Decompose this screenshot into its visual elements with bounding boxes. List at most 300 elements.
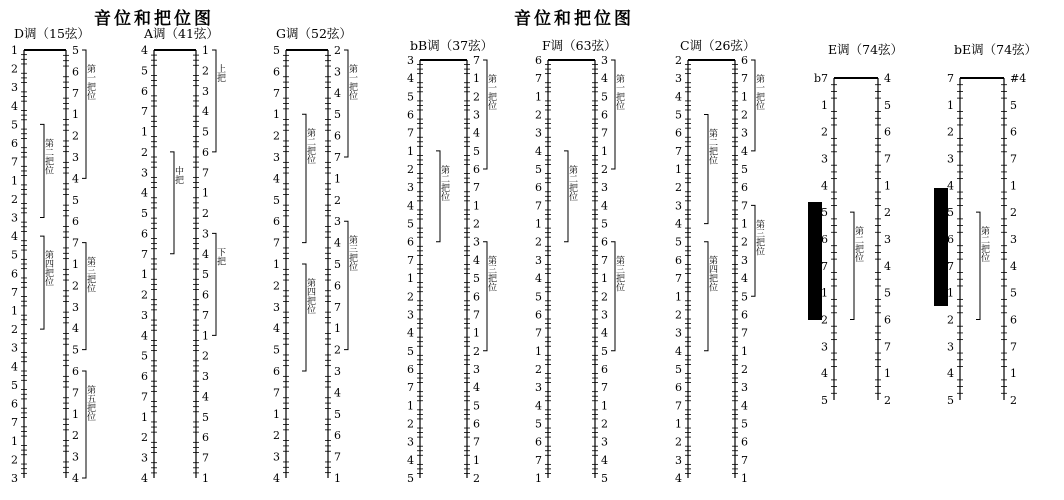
inner-note: 5: [273, 193, 280, 207]
inner-note: 7: [675, 399, 682, 413]
outer-note: 3: [72, 151, 79, 164]
outer-note: 6: [601, 362, 608, 376]
outer-note: 3: [72, 300, 79, 314]
position-label: 第三把位: [85, 256, 95, 293]
inner-note: 4: [273, 472, 280, 485]
outer-note: 7: [601, 253, 608, 267]
inner-note: 3: [407, 308, 414, 322]
inner-note: 4: [535, 399, 542, 413]
outer-note: 1: [601, 272, 608, 286]
outer-note: 6: [884, 313, 891, 327]
inner-note: 1: [11, 434, 18, 448]
key-label: bB调（37弦）: [410, 38, 494, 53]
inner-note: 3: [141, 166, 148, 180]
inner-note: 3: [675, 72, 682, 86]
inner-note: 6: [535, 181, 542, 195]
inner-note: 1: [407, 272, 414, 286]
outer-note: 5: [1010, 98, 1017, 112]
position-label: 第三把位: [614, 255, 624, 292]
inner-note: 3: [947, 340, 954, 354]
inner-note: 2: [821, 313, 828, 327]
outer-note: 4: [473, 381, 480, 395]
inner-note: 4: [11, 99, 18, 113]
outer-note: 4: [884, 72, 891, 85]
outer-note: 2: [72, 129, 79, 143]
inner-note: 6: [675, 126, 682, 140]
outer-note: 6: [202, 145, 209, 159]
outer-note: 5: [334, 108, 341, 122]
outer-note: 2: [473, 217, 480, 231]
position-label: 第一把位: [85, 64, 95, 100]
inner-note: 6: [11, 397, 18, 411]
outer-note: 6: [601, 108, 608, 122]
position-label: 下把: [215, 247, 225, 266]
outer-note: 3: [601, 54, 608, 67]
inner-note: 7: [407, 253, 414, 267]
inner-note: 5: [535, 290, 542, 304]
inner-note: 6: [535, 308, 542, 322]
inner-note: 2: [141, 431, 148, 445]
outer-note: 3: [473, 235, 480, 249]
key-panel: [270, 24, 370, 500]
inner-note: 3: [821, 152, 828, 166]
outer-note: 5: [473, 399, 480, 413]
inner-note: 7: [821, 259, 828, 273]
inner-note: 2: [141, 288, 148, 302]
outer-note: 5: [473, 144, 480, 158]
outer-note: 2: [334, 44, 341, 57]
outer-note: 3: [202, 370, 209, 384]
outer-note: 4: [884, 259, 891, 273]
inner-note: 5: [407, 472, 414, 485]
fingerboard: [813, 24, 922, 500]
inner-note: 6: [273, 65, 280, 79]
key-panel: [672, 24, 780, 500]
outer-note: 4: [601, 453, 608, 467]
outer-note: 6: [1010, 125, 1017, 139]
inner-note: 6: [273, 365, 280, 378]
outer-note: 7: [1010, 152, 1017, 166]
inner-note: 6: [947, 233, 954, 246]
outer-note: 4: [601, 326, 608, 340]
outer-note: 5: [601, 217, 608, 231]
outer-note: 7: [741, 72, 748, 86]
inner-note: 3: [273, 450, 280, 464]
outer-note: 2: [473, 344, 480, 358]
outer-note: 5: [601, 90, 608, 104]
outer-note: 3: [334, 215, 341, 229]
inner-note: 3: [11, 472, 18, 485]
inner-note: 5: [675, 362, 682, 376]
inner-note: 3: [141, 308, 148, 322]
outer-note: 5: [72, 343, 79, 357]
outer-note: 1: [72, 258, 79, 271]
position-label: 第二把位: [439, 164, 449, 201]
outer-note: 4: [601, 72, 608, 86]
outer-note: 7: [473, 54, 480, 67]
inner-note: 6: [141, 227, 148, 241]
inner-note: 1: [821, 286, 828, 300]
outer-note: 7: [884, 152, 891, 166]
inner-note: 3: [11, 81, 18, 95]
outer-note: 3: [473, 362, 480, 376]
outer-note: 4: [72, 472, 79, 485]
inner-note: 4: [675, 472, 682, 485]
outer-note: 1: [884, 367, 891, 381]
inner-note: 2: [11, 453, 18, 467]
outer-note: 3: [741, 126, 748, 140]
outer-note: 2: [884, 394, 891, 407]
outer-note: 7: [72, 86, 79, 100]
position-label: 第二把位: [853, 226, 863, 263]
inner-note: 1: [273, 258, 280, 271]
inner-note: 1: [675, 163, 682, 177]
outer-note: 1: [202, 44, 209, 57]
outer-note: 4: [473, 253, 480, 267]
outer-note: 2: [884, 206, 891, 220]
inner-note: 4: [407, 72, 414, 86]
inner-note: 6: [407, 108, 414, 122]
outer-note: 1: [334, 172, 341, 186]
outer-note: 6: [473, 163, 480, 177]
outer-note: 7: [473, 435, 480, 449]
outer-note: 3: [601, 308, 608, 322]
inner-note: 4: [141, 186, 148, 200]
inner-note: 4: [407, 453, 414, 467]
inner-note: 2: [407, 163, 414, 177]
inner-note: 7: [273, 86, 280, 100]
inner-note: 5: [273, 44, 280, 57]
outer-note: 5: [884, 286, 891, 300]
inner-note: 6: [407, 235, 414, 249]
key-label: G调（52弦）: [276, 26, 352, 41]
position-label: 中把: [173, 165, 183, 184]
outer-note: 4: [202, 390, 209, 404]
inner-note: 7: [273, 236, 280, 250]
outer-note: 7: [202, 308, 209, 322]
outer-note: 6: [1010, 313, 1017, 327]
outer-note: 3: [473, 108, 480, 122]
outer-note: 4: [202, 247, 209, 261]
outer-note: 1: [473, 326, 480, 340]
outer-note: 4: [202, 105, 209, 119]
inner-note: 2: [11, 62, 18, 76]
outer-note: 2: [741, 235, 748, 249]
outer-note: 7: [741, 199, 748, 213]
title-left: 音位和把位图: [94, 9, 214, 29]
position-label: 第三把位: [486, 255, 496, 292]
outer-note: 7: [473, 308, 480, 322]
inner-note: 4: [821, 179, 828, 193]
outer-note: 5: [473, 272, 480, 286]
title-right: 音位和把位图: [514, 9, 634, 29]
inner-note: 5: [11, 378, 18, 392]
outer-note: 1: [741, 472, 748, 485]
outer-note: 2: [601, 163, 608, 177]
outer-note: 6: [334, 129, 341, 143]
outer-note: 6: [72, 65, 79, 79]
outer-note: 3: [202, 227, 209, 241]
outer-note: 2: [334, 193, 341, 207]
outer-note: 6: [473, 290, 480, 304]
inner-note: 4: [11, 230, 18, 244]
inner-note: 1: [141, 268, 148, 282]
outer-note: 1: [334, 322, 341, 336]
position-label: 第一把位: [754, 74, 764, 110]
inner-note: 2: [947, 313, 954, 327]
outer-note: #4: [1010, 72, 1027, 85]
outer-note: 7: [741, 326, 748, 340]
outer-note: 5: [72, 193, 79, 207]
inner-note: 7: [273, 386, 280, 400]
inner-note: 5: [407, 344, 414, 358]
inner-note: 2: [675, 54, 682, 67]
position-label: 第四把位: [707, 255, 717, 292]
inner-note: 5: [535, 163, 542, 177]
inner-note: 5: [273, 343, 280, 357]
inner-note: 2: [11, 192, 18, 206]
position-label: 第三把位: [347, 235, 357, 272]
outer-note: 1: [473, 453, 480, 467]
outer-note: 1: [72, 407, 79, 421]
inner-note: 3: [273, 151, 280, 164]
inner-note: 6: [675, 381, 682, 395]
outer-note: 1: [1010, 179, 1017, 193]
outer-note: 6: [741, 181, 748, 195]
inner-note: 6: [821, 233, 828, 246]
outer-note: 5: [202, 410, 209, 424]
outer-note: 3: [202, 84, 209, 98]
outer-note: 3: [741, 253, 748, 267]
inner-note: 4: [535, 272, 542, 286]
outer-note: 3: [884, 233, 891, 246]
position-label: 第五把位: [85, 385, 95, 421]
position-label: 第二把位: [567, 164, 577, 201]
inner-note: 5: [675, 235, 682, 249]
inner-note: 5: [535, 417, 542, 431]
outer-note: 3: [334, 365, 341, 378]
inner-note: 2: [535, 362, 542, 376]
outer-note: 4: [741, 272, 748, 286]
inner-note: 7: [407, 381, 414, 395]
position-label: 第四把位: [43, 250, 53, 287]
inner-note: 2: [273, 279, 280, 293]
outer-note: 3: [334, 65, 341, 79]
inner-note: b7: [813, 72, 828, 85]
outer-note: 1: [202, 329, 209, 343]
inner-note: 3: [535, 381, 542, 395]
inner-note: 5: [407, 90, 414, 104]
key-label: C调（26弦）: [680, 38, 756, 53]
outer-note: 6: [473, 417, 480, 431]
position-label: 第二把位: [305, 128, 315, 165]
inner-note: 4: [535, 144, 542, 158]
inner-note: 4: [273, 322, 280, 336]
inner-note: 2: [407, 417, 414, 431]
inner-note: 4: [675, 217, 682, 231]
outer-note: 2: [473, 472, 480, 485]
position-label: 第三把位: [754, 219, 764, 256]
key-panel: [813, 24, 922, 500]
fingerboard: [404, 24, 512, 500]
fingerboard: [138, 24, 238, 500]
key-label: E调（74弦）: [828, 42, 904, 57]
outer-note: 4: [72, 172, 79, 186]
inner-note: 2: [947, 125, 954, 139]
inner-note: 2: [141, 145, 148, 159]
outer-note: 1: [202, 186, 209, 200]
outer-note: 6: [741, 308, 748, 322]
inner-note: 4: [947, 367, 954, 381]
inner-note: 4: [141, 472, 148, 485]
inner-note: 6: [141, 370, 148, 384]
key-panel: [404, 24, 512, 500]
outer-note: 7: [884, 340, 891, 354]
inner-note: 3: [273, 300, 280, 314]
position-label: 第二把位: [707, 128, 717, 165]
outer-note: 5: [741, 163, 748, 177]
inner-note: 1: [535, 472, 542, 485]
position-label: 第一把位: [486, 74, 496, 110]
outer-note: 3: [741, 381, 748, 395]
inner-note: 3: [407, 435, 414, 449]
inner-note: 4: [675, 344, 682, 358]
outer-note: 1: [741, 217, 748, 231]
outer-note: 6: [601, 235, 608, 249]
outer-note: 4: [1010, 259, 1017, 273]
outer-note: 4: [741, 399, 748, 413]
outer-note: 5: [1010, 286, 1017, 300]
outer-note: 5: [884, 98, 891, 112]
outer-note: 4: [473, 126, 480, 140]
inner-note: 6: [11, 137, 18, 151]
outer-note: 2: [741, 362, 748, 376]
outer-note: 1: [741, 90, 748, 104]
inner-note: 3: [675, 326, 682, 340]
outer-note: 6: [202, 431, 209, 445]
outer-note: 4: [334, 386, 341, 400]
key-label: F调（63弦）: [542, 38, 617, 53]
inner-note: 3: [675, 199, 682, 213]
outer-note: 5: [741, 290, 748, 304]
outer-note: 3: [1010, 233, 1017, 246]
inner-note: 5: [407, 217, 414, 231]
outer-note: 7: [601, 126, 608, 140]
inner-note: 7: [141, 247, 148, 261]
outer-note: 2: [601, 290, 608, 304]
outer-note: 7: [1010, 340, 1017, 354]
outer-note: 7: [72, 386, 79, 400]
outer-note: 2: [1010, 394, 1017, 407]
inner-note: 3: [947, 152, 954, 166]
inner-note: 4: [11, 360, 18, 374]
inner-note: 1: [11, 174, 18, 188]
outer-note: 6: [72, 365, 79, 378]
inner-note: 6: [535, 435, 542, 449]
outer-note: 5: [202, 268, 209, 282]
inner-note: 4: [947, 179, 954, 193]
outer-note: 7: [334, 450, 341, 464]
outer-note: 6: [334, 429, 341, 443]
fingerboard: [532, 24, 640, 500]
inner-note: 3: [11, 341, 18, 355]
outer-note: 1: [1010, 367, 1017, 381]
position-label: 第二把位: [43, 138, 53, 175]
inner-note: 7: [11, 285, 18, 299]
outer-note: 7: [334, 300, 341, 314]
inner-note: 2: [535, 235, 542, 249]
inner-note: 1: [947, 98, 954, 112]
inner-note: 3: [535, 126, 542, 140]
outer-note: 3: [601, 181, 608, 195]
key-label: A调（41弦）: [144, 26, 219, 41]
outer-note: 4: [601, 199, 608, 213]
inner-note: 7: [11, 155, 18, 169]
inner-note: 4: [407, 326, 414, 340]
outer-note: 5: [741, 417, 748, 431]
inner-note: 2: [273, 129, 280, 143]
inner-note: 1: [407, 399, 414, 413]
inner-note: 6: [273, 215, 280, 229]
outer-note: 5: [334, 407, 341, 421]
outer-note: 6: [72, 215, 79, 229]
inner-note: 7: [535, 72, 542, 86]
outer-note: 6: [202, 288, 209, 302]
inner-note: 2: [821, 125, 828, 139]
inner-note: 1: [535, 217, 542, 231]
outer-note: 4: [741, 144, 748, 158]
inner-note: 7: [675, 272, 682, 286]
inner-note: 3: [821, 340, 828, 354]
key-panel: [944, 24, 1048, 500]
inner-note: 5: [11, 248, 18, 262]
outer-note: 2: [202, 349, 209, 363]
inner-note: 1: [675, 417, 682, 431]
fingerboard: [270, 24, 370, 500]
inner-note: 1: [11, 304, 18, 318]
outer-note: 1: [473, 72, 480, 86]
outer-note: 7: [741, 453, 748, 467]
position-label: 第四把位: [305, 278, 315, 314]
outer-note: 3: [601, 435, 608, 449]
outer-note: 3: [72, 450, 79, 464]
inner-note: 3: [407, 54, 414, 67]
inner-note: 5: [11, 118, 18, 132]
inner-note: 4: [273, 172, 280, 186]
outer-note: 5: [601, 472, 608, 485]
outer-note: 4: [72, 322, 79, 336]
inner-note: 7: [675, 144, 682, 158]
outer-note: 5: [202, 125, 209, 139]
inner-note: 1: [273, 407, 280, 421]
inner-note: 1: [11, 44, 18, 57]
inner-note: 7: [407, 126, 414, 140]
inner-note: 1: [535, 344, 542, 358]
key-panel: [8, 24, 108, 500]
outer-note: 7: [202, 451, 209, 465]
key-label: bE调（74弦）: [954, 42, 1038, 57]
inner-note: 5: [141, 207, 148, 221]
inner-note: 7: [947, 72, 954, 85]
outer-note: 6: [741, 435, 748, 449]
inner-note: 2: [273, 429, 280, 443]
outer-note: 1: [334, 472, 341, 485]
outer-note: 6: [884, 125, 891, 139]
inner-note: 1: [141, 125, 148, 139]
outer-note: 1: [601, 144, 608, 158]
outer-note: 2: [334, 343, 341, 357]
inner-note: 7: [535, 199, 542, 213]
